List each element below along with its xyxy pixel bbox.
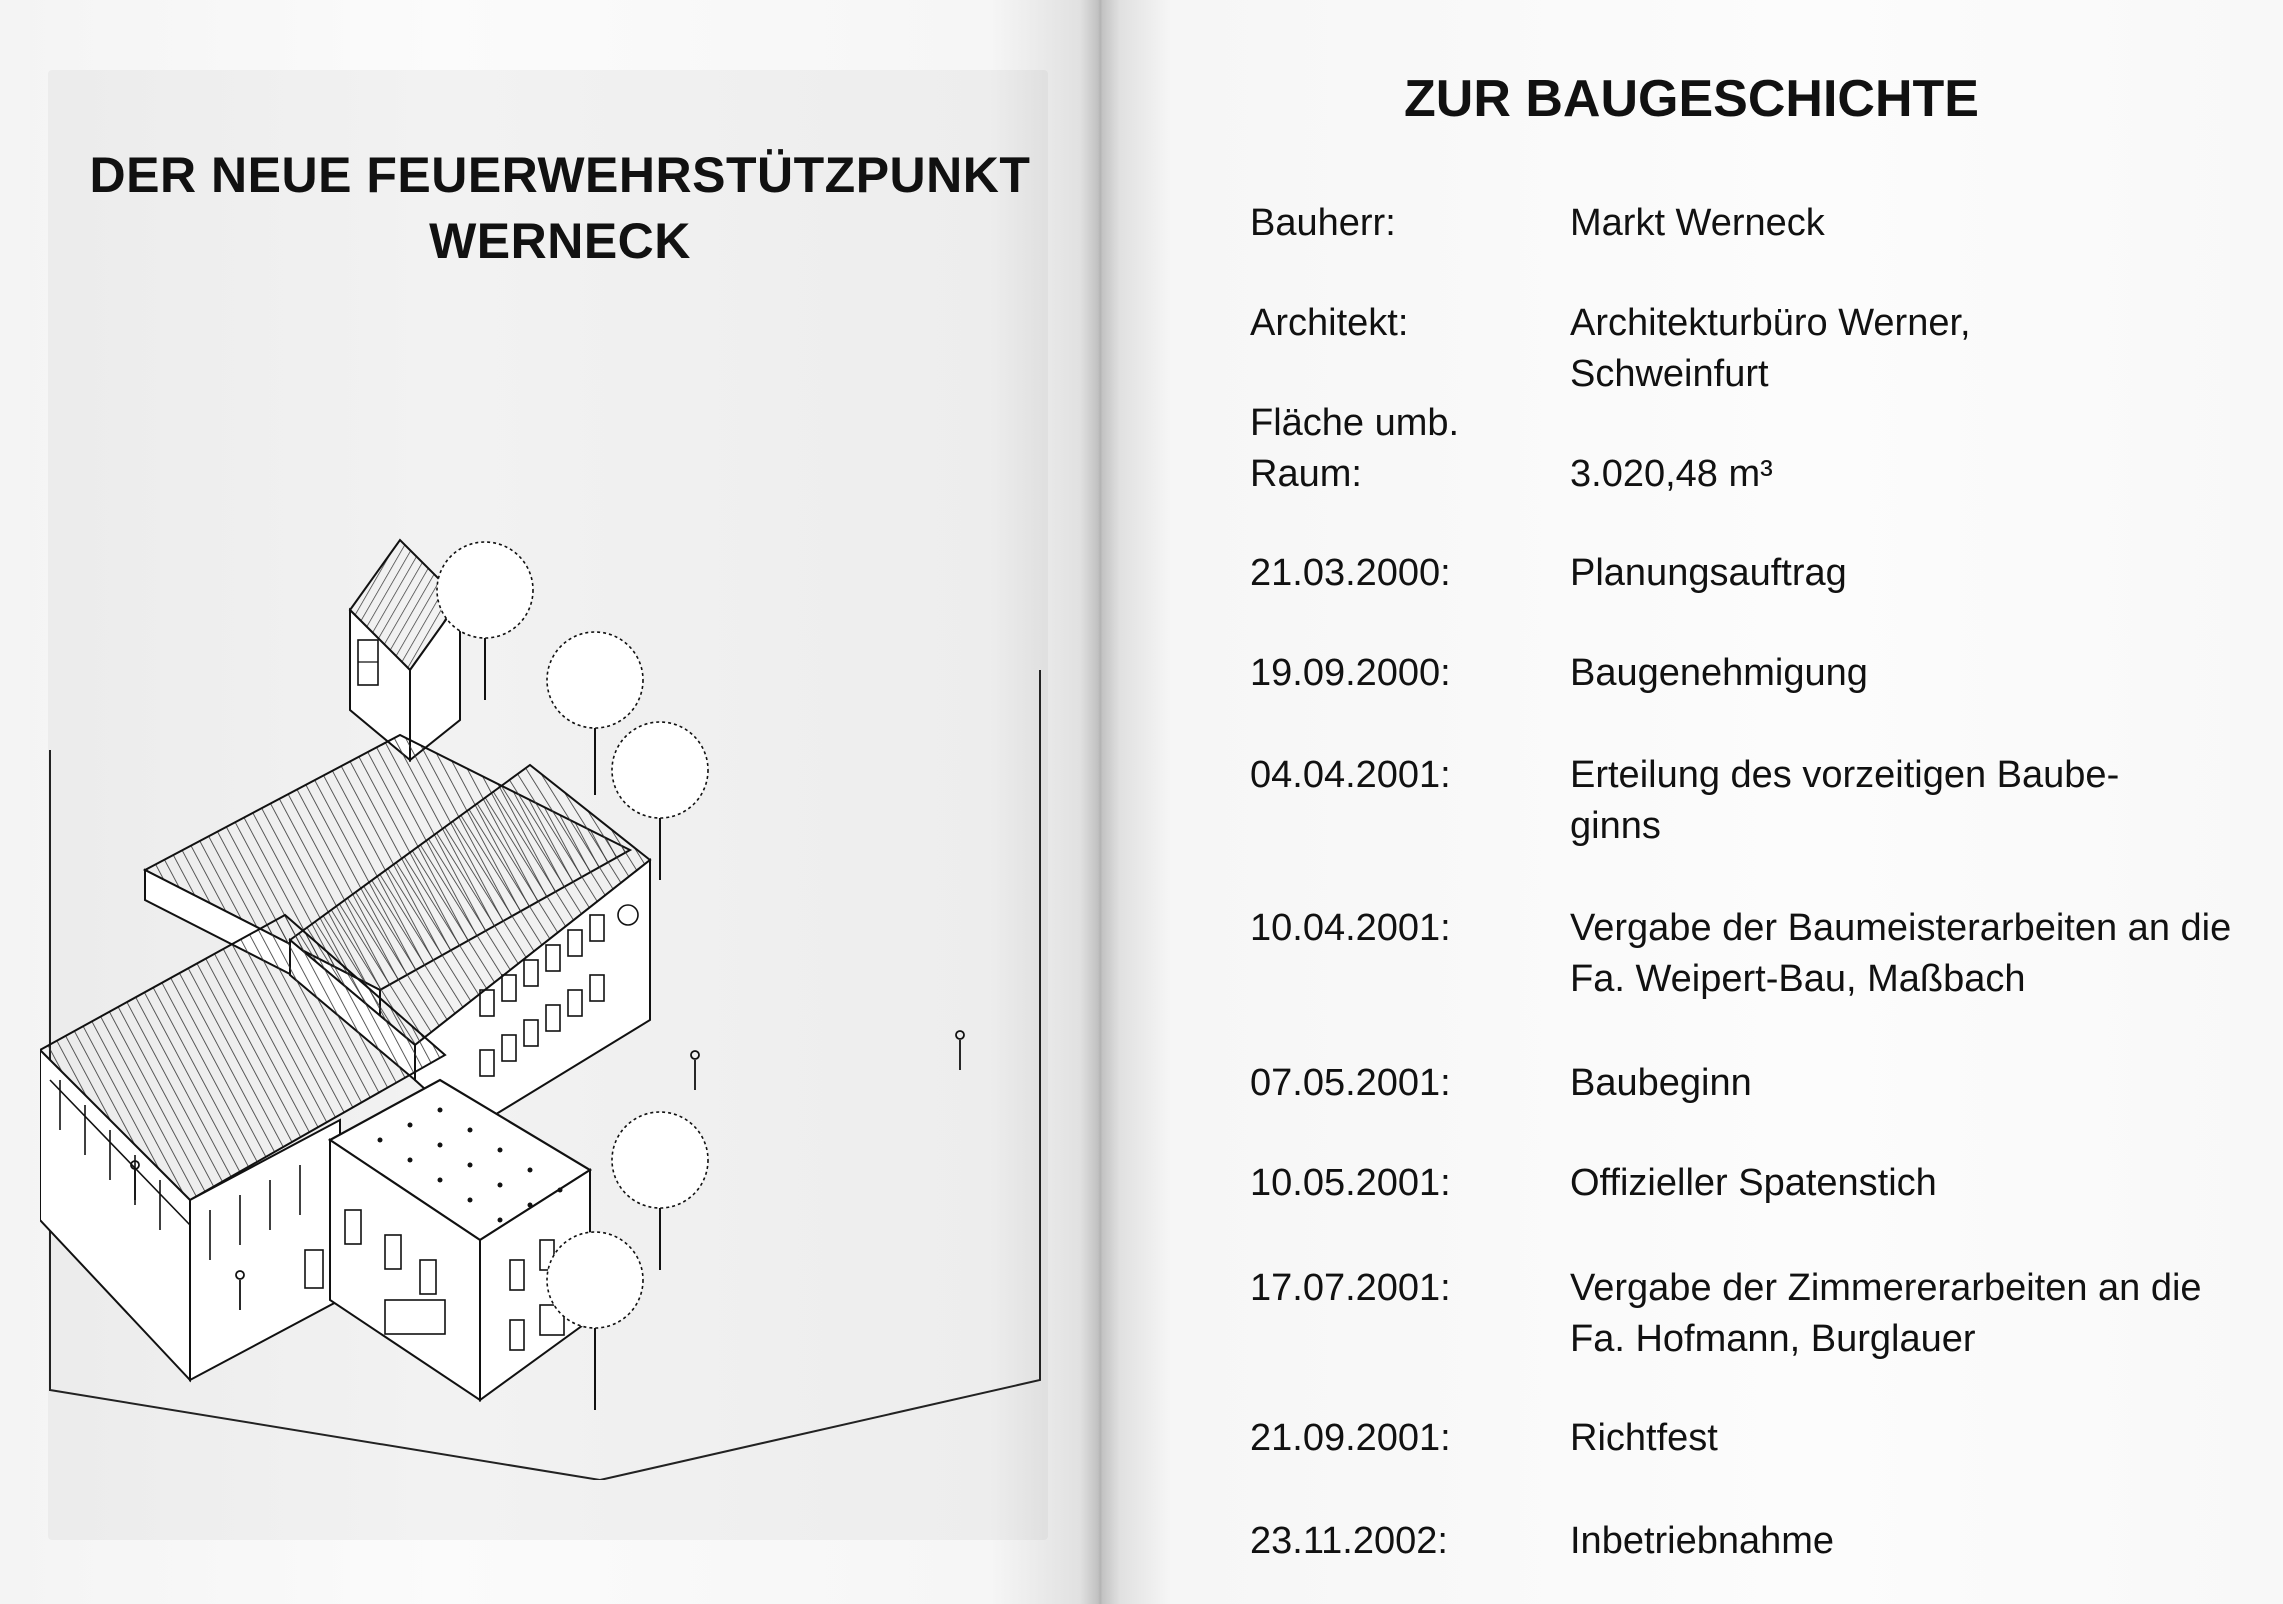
fact-value: Baubeginn: [1570, 1062, 1752, 1104]
fact-value: Architekturbüro Werner, Schweinfurt: [1570, 302, 1971, 395]
fact-value: Vergabe der Zimmererarbeiten an die Fa. Hofmann, Burglauer: [1570, 1267, 2202, 1360]
title-line-1: DER NEUE FEUERWEHRSTÜTZPUNKT: [89, 147, 1031, 203]
book-gutter: [1080, 0, 1120, 1604]
fact-value: Vergabe der Baumeisterarbeiten an die Fa. Weipert-Bau, Maßbach: [1570, 907, 2232, 1000]
fire-station-isometric-drawing: [40, 520, 1060, 1480]
fact-label: 10.05.2001:: [1250, 1162, 1451, 1204]
fact-label: Architekt:: [1250, 302, 1409, 344]
left-page-title: [40, 142, 1080, 274]
fact-label: Bauherr:: [1250, 202, 1396, 244]
fact-value: Markt Werneck: [1570, 202, 1825, 244]
right-page-title: ZUR BAUGESCHICHTE: [1404, 70, 1979, 128]
fact-label: 21.09.2001:: [1250, 1417, 1451, 1459]
fact-label: 04.04.2001:: [1250, 754, 1451, 796]
flat-roof-block: [330, 1080, 590, 1400]
fact-value: 3.020,48 m³: [1570, 453, 1773, 495]
title-line-2: WERNECK: [429, 213, 691, 269]
fact-label: Fläche umb. Raum:: [1250, 402, 1460, 495]
left-page: [0, 0, 1100, 1604]
fact-value: Planungsauftrag: [1570, 552, 1847, 594]
fact-label: 23.11.2002:: [1250, 1520, 1448, 1562]
fact-label: 10.04.2001:: [1250, 907, 1451, 949]
fact-value: Erteilung des vorzeitigen Baube- ginns: [1570, 754, 2120, 847]
fact-label: 21.03.2000:: [1250, 552, 1451, 594]
fact-value: Inbetriebnahme: [1570, 1520, 1835, 1562]
fact-label: 07.05.2001:: [1250, 1062, 1451, 1104]
fact-value: Baugenehmigung: [1570, 652, 1868, 694]
fact-value: Offizieller Spatenstich: [1570, 1162, 1937, 1204]
fact-value: Richtfest: [1570, 1417, 1718, 1459]
fact-label: 17.07.2001:: [1250, 1267, 1451, 1309]
fact-label: 19.09.2000:: [1250, 652, 1451, 694]
